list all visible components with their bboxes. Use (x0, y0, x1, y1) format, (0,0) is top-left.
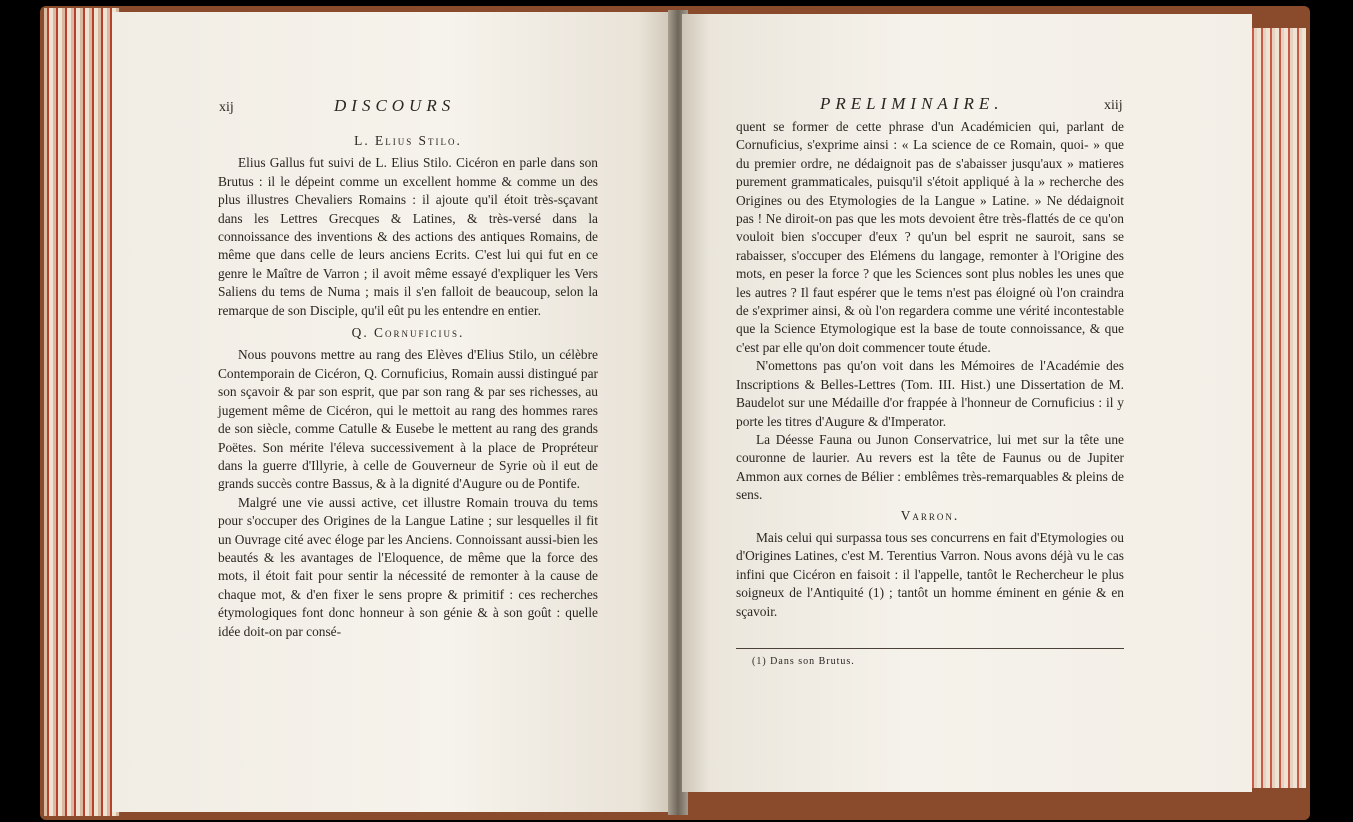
paragraph: La Déesse Fauna ou Junon Conservatrice, lui met sur la tête une couronne de laurier. Au revers est la tête de Faunus ou de Jupiter Ammon aux cornes de Bélier : emblêmes très-remarquables & pleins de sens. (736, 431, 1124, 503)
left-page-edges (44, 8, 120, 816)
running-head: PRELIMINAIRE. (820, 94, 1004, 113)
page-number: xiij (1104, 98, 1123, 113)
section-heading: L. Elius Stilo. (354, 133, 462, 148)
right-page-edges (1248, 28, 1306, 788)
footnote-rule (736, 648, 1124, 649)
section-heading: Q. Cornuficius. (351, 325, 465, 341)
paragraph: Nous pouvons mettre au rang des Elèves d'Elius Stilo, un célèbre Contemporain de Cicéron, Q. Cornuficius, Romain aussi distingué par son sçavoir & par son esprit, que par son rang & par ses richesses, au jugement même de Cicéron, qui le mettoit au rang des hommes rares de son siècle, comme Catulle & Eusebe le mettent au rang des grands Poëtes. Son mérite l'éleva successivement à la place de Propréteur dans la guerre d'Illyrie, à celle de Gouverneur de Syrie où il eut de grands succès contre Bassus, & à la dignité d'Augure ou de Pontife. (218, 347, 598, 492)
paragraph: Malgré une vie aussi active, cet illustre Romain trouva du tems pour s'occuper des Origines de la Langue Latine ; sur lesquelles il fit un Ouvrage cité avec éloge par les Anciens. Connoissant aussi-bien les beautés & les avantages de l'Eloquence, de même que la force des mots, il étoit fait pour sentir la nécessité de remonter à la cause de chaque mot, & d'en fixer le sens propre & primitif : ces recherches étymologiques font donc honneur à son génie & à son goût : quelle idée doit-on par consé- (218, 494, 598, 639)
paragraph: N'omettons pas qu'on voit dans les Mémoires de l'Académie des Inscriptions & Belles-Lettres (Tom. III. Hist.) une Dissertation de M. Baudelot sur une Médaille d'or frappée à l'honneur de Cornuficius : il y porte les titres d'Augure & d'Imperator. (736, 358, 1124, 429)
footnote: (1) Dans son Brutus. (752, 656, 855, 667)
running-head: DISCOURS (334, 96, 456, 115)
left-page-body (218, 130, 598, 641)
paragraph: quent se former de cette phrase d'un Académicien qui, parlant de Cornuficius, s'exprime ainsi : « La science de ce Romain, quoi- » que du premier ordre, ne dédaignoit pas de s'abaisser jusqu'aux » matieres purement grammaticales, puisqu'il s'étoit appliqué à la » recherche des Origines ou des Etymologies de la Langue » Latine. » Ne dédaignoit pas ! Ne diroit-on pas que les mots devoient être très-flattés de ce qu'on vouloit bien s'occuper d'eux ? qu'un bel esprit ne sauroit, sans se rabaisser, s'occuper des Elémens du langage, remonter à l'Origine des mots, en peser la force ? que les Sciences sont plus nobles les unes que les autres ? Il faut espérer que le tems n'est pas éloigné où l'on craindra de s'exprimer ainsi, & où l'on regardera comme une vérité incontestable que la Science Etymologique est la base de toute connoissance, & que c'est par elle qu'on doit commencer toute étude. (736, 119, 1124, 355)
paragraph: Elius Gallus fut suivi de L. Elius Stilo. Cicéron en parle dans son Brutus : il le dépeint comme un excellent homme & comme un des plus illustres Chevaliers Romains : il ajoute qu'il étoit très-sçavant dans les Lettres Grecques & Latines, & très-versé dans la connoissance des inventions & des actions des antiques Romains, de même que dans celle de leurs anciens Ecrits. C'est lui qui fut en ce genre le Maître de Varron ; il avoit même essayé d'expliquer les Vers Saliens du tems de Numa ; mais il s'en falloit de beaucoup, selon la remarque de son Disciple, qu'il eût pu les entendre en entier. (218, 155, 598, 318)
right-page (682, 14, 1252, 792)
right-page-body (736, 118, 1124, 621)
paragraph: Mais celui qui surpassa tous ses concurrens en fait d'Etymologies ou d'Origines Latines, c'est M. Terentius Varron. Nous avons déjà vu le cas infini que Cicéron en faisoit : il l'appelle, tantôt le Rechercheur le plus soigneux de l'Antiquité (1) ; tantôt un homme éminent en génie & en sçavoir. (736, 529, 1124, 619)
page-number: xij (219, 100, 234, 115)
left-page (112, 12, 672, 812)
section-heading: Varron. (900, 507, 960, 523)
